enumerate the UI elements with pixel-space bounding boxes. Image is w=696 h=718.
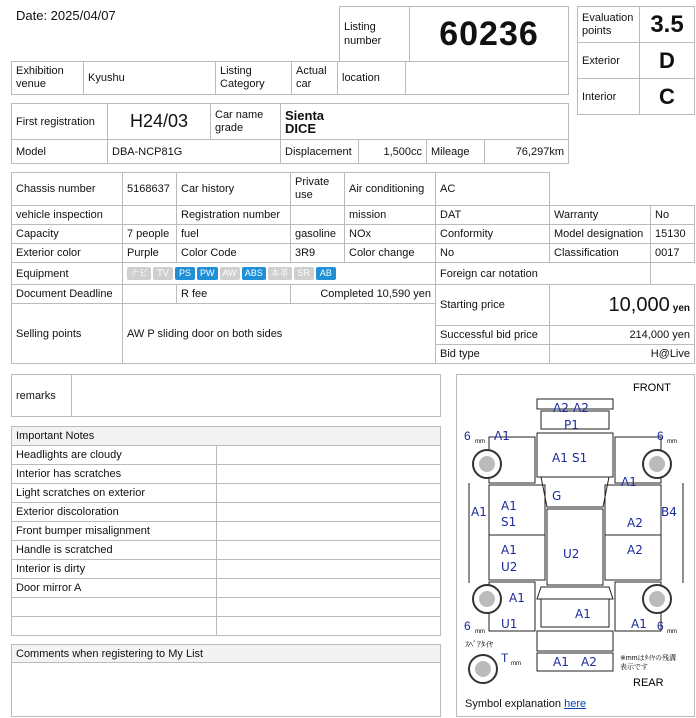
chassis-number-label: Chassis number (12, 173, 123, 206)
note-text: Light scratches on exterior (12, 484, 217, 503)
location-label: location (338, 62, 406, 95)
mark-lf-door-b: S1 (501, 515, 517, 529)
details-table (11, 172, 695, 364)
r-fee: Completed 10,590 yen (291, 285, 436, 304)
exhibition-venue: Kyushu (84, 62, 216, 95)
warranty-label: Warranty (550, 206, 651, 225)
comments-label: Comments when registering to My List (12, 645, 441, 663)
car-history-label: Car history (177, 173, 291, 206)
remarks-label: remarks (12, 375, 72, 417)
r-fee-label: R fee (177, 285, 291, 304)
tire-fr-depth: 6 (657, 429, 664, 443)
chassis-number: 5168637 (123, 173, 177, 206)
remarks-value (72, 375, 441, 417)
model-value: DBA-NCP81G (108, 140, 281, 164)
venue-table (11, 61, 569, 95)
car-name-grade (281, 104, 569, 140)
air-conditioning-label: Air conditioning (345, 173, 436, 206)
mark-rear-glass: A1 (575, 607, 591, 621)
private-use-label: Private use (291, 173, 345, 206)
note-detail (217, 465, 441, 484)
interior-grade: C (640, 79, 695, 115)
tire-fl-mm: mm (475, 439, 485, 445)
equipment-chip: PW (197, 267, 218, 280)
note-text: Exterior discoloration (12, 503, 217, 522)
equipment-chip: ABS (242, 267, 266, 280)
actual-car-label: Actual car (292, 62, 338, 95)
mark-front-bumper-a: A2 (553, 401, 569, 415)
rear-label: REAR (633, 677, 664, 689)
registration-table (11, 103, 569, 164)
starting-price-label: Starting price (436, 285, 550, 326)
conformity-label: Conformity (436, 225, 550, 244)
note-detail (217, 560, 441, 579)
mileage-label: Mileage (427, 140, 485, 164)
mark-lr-door-a: A1 (501, 543, 517, 557)
note-row (12, 579, 441, 598)
tread-note: ※mmはﾀｲﾔの残溝表示です (620, 655, 677, 671)
tire-rr-depth: 6 (657, 619, 664, 633)
starting-price (550, 285, 695, 326)
note-detail (217, 484, 441, 503)
displacement-label: Displacement (281, 140, 359, 164)
blank-cell (550, 173, 695, 206)
equipment-label: Equipment (12, 263, 123, 285)
equipment-chip: 本革 (268, 267, 292, 280)
mark-lf-door-a: A1 (501, 499, 517, 513)
important-notes-title: Important Notes (12, 427, 441, 446)
equipment-chip: PS (175, 267, 195, 280)
important-notes-table (11, 426, 441, 636)
selling-points-label: Selling points (12, 304, 123, 364)
evaluation-table (577, 6, 695, 115)
note-text: Front bumper misalignment (12, 522, 217, 541)
exterior-color: Purple (123, 244, 177, 263)
comments-table (11, 644, 441, 717)
color-code-label: Color Code (177, 244, 291, 263)
color-change: No (436, 244, 550, 263)
classification-label: Classification (550, 244, 651, 263)
mark-lr-fender: A1 (509, 591, 525, 605)
bid-type-label: Bid type (436, 345, 550, 364)
mark-fr-fender: A1 (621, 475, 637, 489)
mark-rear-bumper-b: A2 (581, 655, 597, 669)
displacement-value: 1,500cc (359, 140, 427, 164)
equipment-chip: AW (220, 267, 240, 280)
document-deadline (123, 285, 177, 304)
mark-lr-door-b: U2 (501, 560, 518, 574)
tire-fl-depth: 6 (464, 429, 471, 443)
note-detail (217, 598, 441, 617)
interior-grade-label: Interior (578, 79, 640, 115)
exterior-grade-label: Exterior (578, 43, 640, 79)
front-label: FRONT (633, 382, 671, 394)
vehicle-inspection (123, 206, 177, 225)
mark-roof: U2 (563, 547, 580, 561)
note-row (12, 446, 441, 465)
equipment-chip: TV (153, 267, 173, 280)
first-registration: H24/03 (108, 104, 211, 140)
note-row (12, 503, 441, 522)
mark-windshield: G (552, 489, 562, 503)
mark-rr-door: A2 (627, 543, 643, 557)
tire-rl-mm: mm (475, 629, 485, 635)
model-designation: 15130 (651, 225, 695, 244)
registration-number-label: Registration number (177, 206, 291, 225)
equipment-chip: SR (294, 267, 314, 280)
damage-diagram (456, 374, 695, 717)
tire-fr-mm: mm (667, 439, 677, 445)
note-text: Handle is scratched (12, 541, 217, 560)
air-conditioning: AC (436, 173, 550, 206)
listing-number-table (339, 6, 569, 62)
mission: DAT (436, 206, 550, 225)
mark-right-pillar: B4 (661, 505, 677, 519)
mark-rocker-left: U1 (501, 617, 518, 631)
model-designation-label: Model designation (550, 225, 651, 244)
note-text: Interior has scratches (12, 465, 217, 484)
classification: 0017 (651, 244, 695, 263)
tire-rr-mm: mm (667, 629, 677, 635)
symbol-explanation-link[interactable]: here (564, 698, 587, 710)
exterior-color-label: Exterior color (12, 244, 123, 263)
exterior-grade: D (640, 43, 695, 79)
bid-type: H@Live (550, 345, 695, 364)
mark-rear-bumper-a: A1 (553, 655, 569, 669)
starting-price-unit: yen (672, 302, 690, 314)
note-detail (217, 617, 441, 636)
listing-number: 60236 (410, 7, 569, 62)
note-row (12, 617, 441, 636)
mark-grille: P1 (564, 418, 579, 432)
equipment-chip: ナビ (127, 267, 151, 280)
car-name-grade-label: Car name grade (211, 104, 281, 140)
mark-fl-fender: A1 (494, 429, 510, 443)
car-grade: DICE (285, 120, 317, 136)
selling-points: AW P sliding door on both sides (123, 304, 436, 364)
comments-value (12, 663, 441, 717)
symbol-explanation-label: Symbol explanation (465, 698, 562, 710)
foreign-car-notation (651, 263, 695, 285)
note-row (12, 465, 441, 484)
vehicle-inspection-label: vehicle inspection (12, 206, 123, 225)
successful-bid-price: 214,000 yen (550, 326, 695, 345)
note-row (12, 541, 441, 560)
note-text (12, 617, 217, 636)
starting-price-value: 10,000 (608, 293, 670, 316)
color-code: 3R9 (291, 244, 345, 263)
capacity-label: Capacity (12, 225, 123, 244)
note-text (12, 598, 217, 617)
fuel-label: fuel (177, 225, 291, 244)
mark-front-bumper-b: A2 (573, 401, 589, 415)
note-text: Door mirror A (12, 579, 217, 598)
mark-left-pillar: A1 (471, 505, 487, 519)
report-date: Date: 2025/04/07 (16, 8, 116, 23)
successful-bid-price-label: Successful bid price (436, 326, 550, 345)
evaluation-points-label: Evaluation points (578, 7, 640, 43)
note-detail (217, 541, 441, 560)
tire-rl-depth: 6 (464, 619, 471, 633)
listing-category-label: Listing Category (216, 62, 292, 95)
document-deadline-label: Document Deadline (12, 285, 123, 304)
note-detail (217, 503, 441, 522)
note-row (12, 522, 441, 541)
first-registration-label: First registration (12, 104, 108, 140)
color-change-label: Color change (345, 244, 436, 263)
note-text: Headlights are cloudy (12, 446, 217, 465)
note-row (12, 598, 441, 617)
symbol-explanation (465, 698, 586, 710)
foreign-car-notation-label: Foreign car notation (436, 263, 651, 285)
mark-hood-b: S1 (572, 451, 588, 465)
note-row (12, 560, 441, 579)
remarks-table (11, 374, 441, 417)
spare-tire-label: ｽﾍﾟｱﾀｲﾔ (465, 640, 493, 649)
location-value (406, 62, 569, 95)
car-name: Sienta (285, 107, 325, 123)
mileage-value: 76,297km (485, 140, 569, 164)
warranty: No (651, 206, 695, 225)
note-detail (217, 522, 441, 541)
nox-label: NOx (345, 225, 436, 244)
listing-number-label: Listing number (340, 7, 410, 62)
exhibition-venue-label: Exhibition venue (12, 62, 84, 95)
note-detail (217, 446, 441, 465)
spare-tire-mm: mm (511, 661, 521, 667)
capacity: 7 people (123, 225, 177, 244)
fuel: gasoline (291, 225, 345, 244)
model-label: Model (12, 140, 108, 164)
mark-rr-fender: A1 (631, 617, 647, 631)
mark-rf-door: A2 (627, 516, 643, 530)
spare-tire-mark: T (501, 651, 509, 665)
equipment-chips (123, 263, 436, 285)
registration-number (291, 206, 345, 225)
evaluation-points: 3.5 (640, 7, 695, 43)
mission-label: mission (345, 206, 436, 225)
note-detail (217, 579, 441, 598)
mark-hood: A1 (552, 451, 568, 465)
note-row (12, 484, 441, 503)
note-text: Interior is dirty (12, 560, 217, 579)
equipment-chip: AB (316, 267, 336, 280)
